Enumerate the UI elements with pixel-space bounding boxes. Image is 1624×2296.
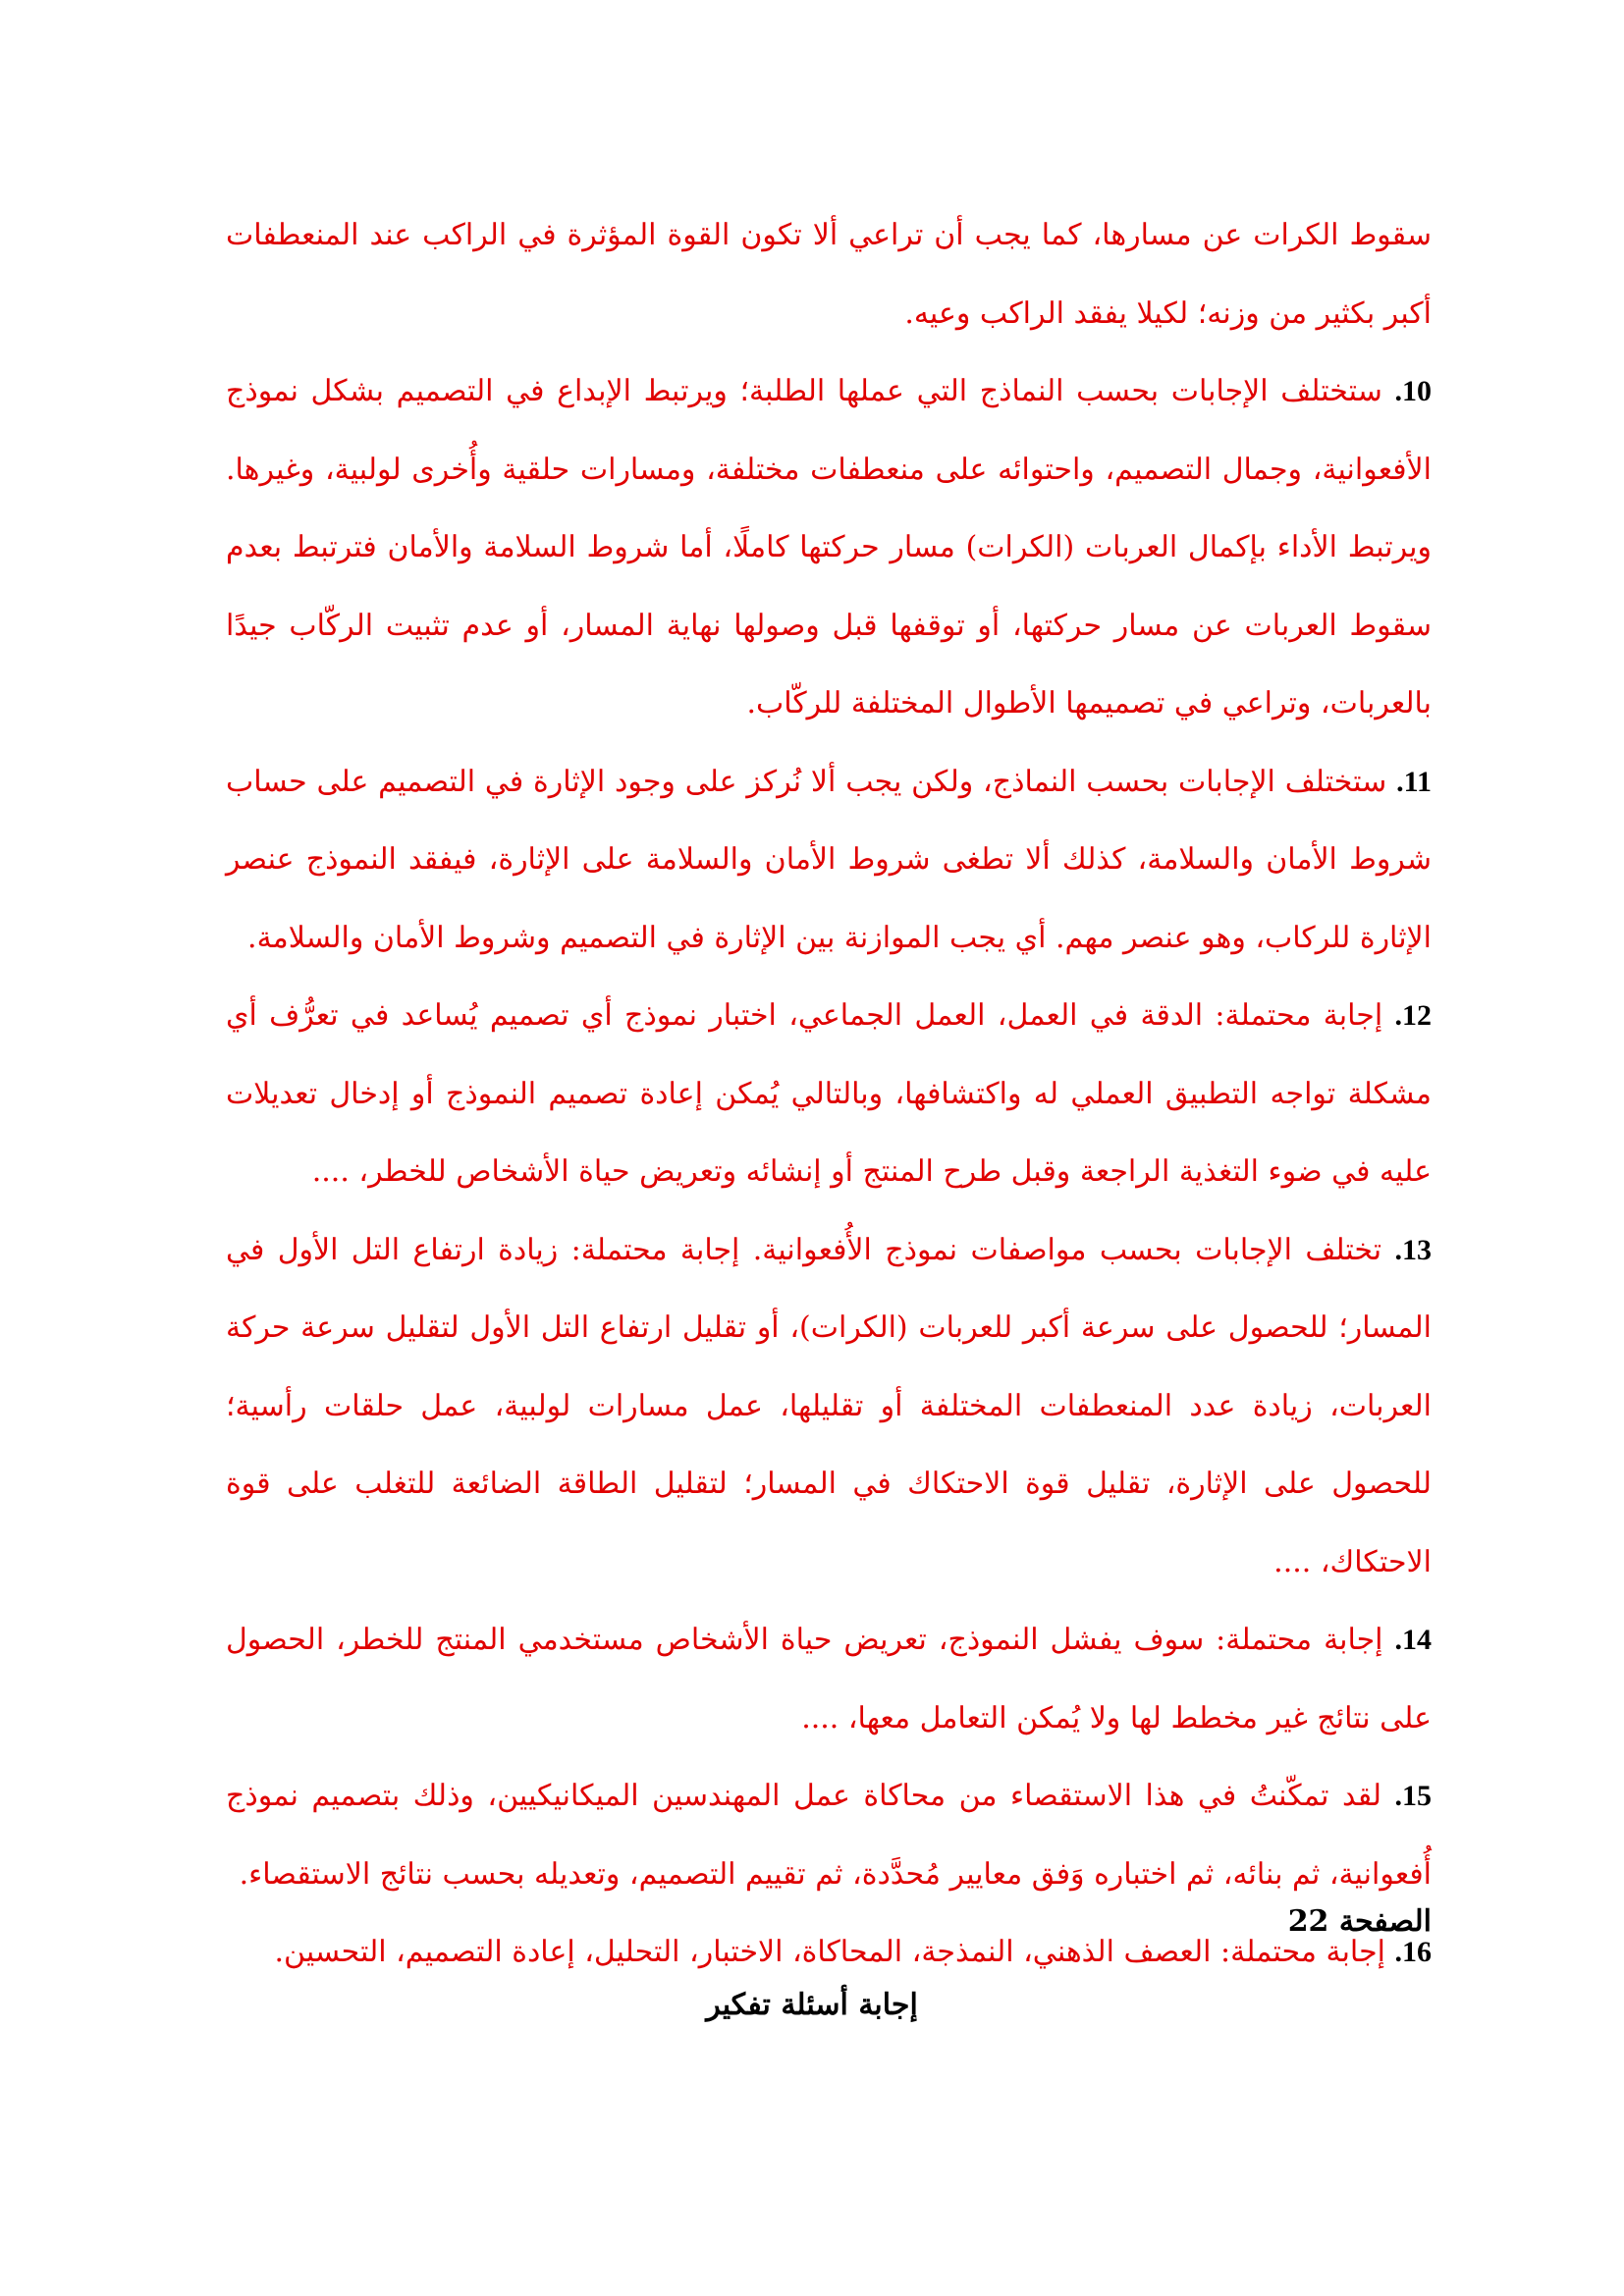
- answer-number: 16.: [1394, 1936, 1432, 1968]
- answer-paragraph-15: [226, 1757, 1432, 1913]
- answer-paragraph-continued: [226, 196, 1432, 352]
- answer-paragraph-12: [226, 977, 1432, 1211]
- answer-number: 13.: [1394, 1233, 1432, 1266]
- answers-body: [226, 196, 1432, 1992]
- answer-number: 12.: [1394, 999, 1432, 1032]
- answer-paragraph-13: [226, 1211, 1432, 1602]
- answer-text: لقد تمكّنتُ في هذا الاستقصاء من محاكاة عمل المهندسين الميكانيكيين، وذلك بتصميم نموذج أُفعوانية، ثم بنائه، ثم اختباره وَفق معايير مُحدَّدة، ثم تقييم التصميم، وتعديله بحسب نتائج الاستقصاء.: [226, 1779, 1432, 1892]
- answer-paragraph-14: [226, 1601, 1432, 1757]
- answer-text: ستختلف الإجابات بحسب النماذج التي عملها الطلبة؛ ويرتبط الإبداع في التصميم بشكل نموذج الأفعوانية، وجمال التصميم، واحتوائه على منعطفات مختلفة، ومسارات حلقية وأُخرى لولبية، وغيرها. ويرتبط الأداء بإكمال العربات (الكرات) مسار حركتها كاملًا، أما شروط السلامة والأمان فترتبط بعدم سقوط العربات عن مسار حركتها، أو توقفها قبل وصولها نهاية المسار، أو عدم تثبيت الركّاب جيدًا بالعربات، وتراعي في تصميمها الأطوال المختلفة للركّاب.: [226, 374, 1432, 721]
- answer-paragraph-10: [226, 352, 1432, 743]
- answer-text: تختلف الإجابات بحسب مواصفات نموذج الأُفعوانية. إجابة محتملة: زيادة ارتفاع التل الأول في المسار؛ للحصول على سرعة أكبر للعربات (الكرات)، أو تقليل ارتفاع التل الأول لتقليل سرعة حركة العربات، زيادة عدد المنعطفات المختلفة أو تقليلها، عمل مسارات لولبية، عمل حلقات رأسية؛ للحصول على الإثارة، تقليل قوة الاحتكاك في المسار؛ لتقليل الطاقة الضائعة للتغلب على قوة الاحتكاك، ....: [226, 1232, 1432, 1579]
- answer-number: 11.: [1396, 765, 1432, 798]
- answer-text: إجابة محتملة: سوف يفشل النموذج، تعريض حياة الأشخاص مستخدمي المنتج للخطر، الحصول على نتائج غير مخطط لها ولا يُمكن التعامل معها، ....: [226, 1623, 1432, 1735]
- answer-text: إجابة محتملة: العصف الذهني، النمذجة، المحاكاة، الاختبار، التحليل، إعادة التصميم، التحسين.: [274, 1935, 1385, 1969]
- section-heading: إجابة أسئلة تفكير: [706, 1988, 918, 2022]
- page-number-label: الصفحة 22: [1287, 1904, 1432, 1939]
- answer-number: 15.: [1394, 1780, 1432, 1812]
- answer-text: سقوط الكرات عن مسارها، كما يجب أن تراعي ألا تكون القوة المؤثرة في الراكب عند المنعطفات أكبر بكثير من وزنه؛ لكيلا يفقد الراكب وعيه.: [226, 218, 1432, 331]
- answer-text: إجابة محتملة: الدقة في العمل، العمل الجماعي، اختبار نموذج أي تصميم يُساعد في تعرُّف أي مشكلة تواجه التطبيق العملي له واكتشافها، وبالتالي يُمكن إعادة تصميم النموذج أو إدخال تعديلات عليه في ضوء التغذية الراجعة وقبل طرح المنتج أو إنشائه وتعريض حياة الأشخاص للخطر، ....: [226, 998, 1432, 1189]
- answer-paragraph-11: [226, 743, 1432, 978]
- answer-paragraph-16: [226, 1913, 1432, 1992]
- answer-number: 14.: [1394, 1624, 1432, 1656]
- answer-text: ستختلف الإجابات بحسب النماذج، ولكن يجب ألا نُركز على وجود الإثارة في التصميم على حساب شروط الأمان والسلامة، كذلك ألا تطغى شروط الأمان والسلامة على الإثارة، فيفقد النموذج عنصر الإثارة للركاب، وهو عنصر مهم. أي يجب الموازنة بين الإثارة في التصميم وشروط الأمان والسلامة.: [226, 764, 1432, 955]
- answer-number: 10.: [1394, 375, 1432, 407]
